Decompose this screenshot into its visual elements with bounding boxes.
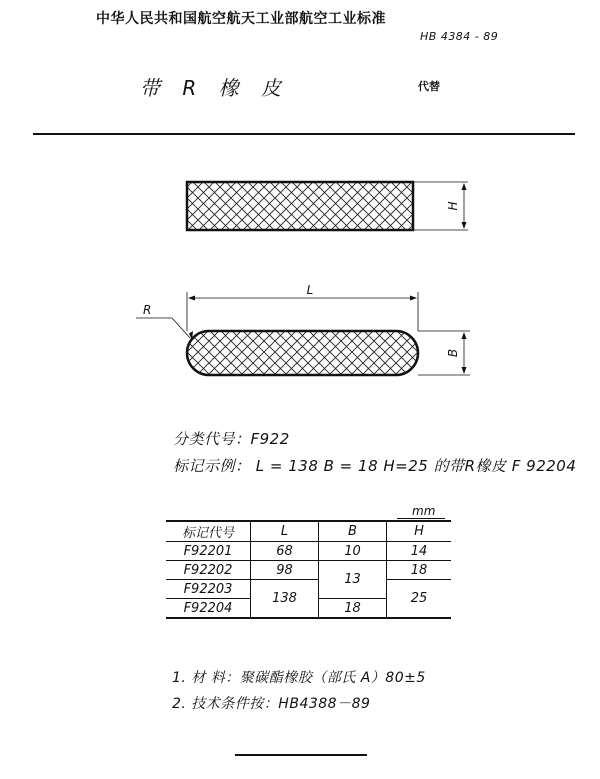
standard-code: HB 4384 - 89 — [420, 30, 499, 43]
page-title: 带 R 橡 皮 — [140, 76, 289, 100]
unit-label: mm — [412, 504, 436, 518]
plan-view-rounded-bar — [187, 331, 418, 375]
H-cell: 18 — [387, 561, 452, 580]
code-cell: F92203 — [166, 580, 251, 599]
code-cell: F92202 — [166, 561, 251, 580]
table-row — [166, 542, 451, 561]
classification-code: 分类代号：F922 — [173, 430, 290, 448]
spec-table — [166, 520, 451, 619]
header-L: L — [251, 521, 319, 542]
code-cell: F92201 — [166, 542, 251, 561]
side-view-rectangle — [187, 182, 413, 230]
label-L: L — [306, 283, 314, 297]
footer-rule — [235, 754, 367, 756]
unit-underline — [397, 518, 445, 519]
label-R: R — [143, 303, 152, 317]
code-cell: F92204 — [166, 599, 251, 619]
label-H: H — [446, 201, 460, 211]
B-cell: 10 — [319, 542, 387, 561]
header-B: B — [319, 521, 387, 542]
table-header-row — [166, 521, 451, 542]
table-row — [166, 580, 451, 599]
B-cell: 18 — [319, 599, 387, 619]
table-row — [166, 561, 451, 580]
L-cell: 68 — [251, 542, 319, 561]
substitute-label: 代替 — [418, 80, 440, 93]
requirement-technical: 2. 技术条件按：HB4388－89 — [172, 696, 371, 712]
dimension-L — [187, 292, 418, 331]
radius-leader — [136, 318, 193, 340]
marking-example: 标记示例： L = 138 B = 18 H=25 的带R橡皮 F 92204 — [173, 457, 577, 475]
L-cell: 98 — [251, 561, 319, 580]
H-cell: 14 — [410, 543, 428, 559]
B-cell: 13 — [319, 561, 387, 599]
L-cell: 138 — [251, 580, 319, 619]
requirement-material: 1. 材 料：聚碳酯橡胶（部氏 A）80±5 — [172, 670, 426, 686]
header-code: 标记代号 — [166, 521, 251, 542]
label-B: B — [446, 348, 460, 358]
dimension-B — [418, 331, 470, 375]
standard-organization: 中华人民共和国航空航天工业部航空工业标准 — [96, 11, 386, 27]
header-H: H — [414, 524, 424, 539]
H-cell: 25 — [410, 591, 428, 606]
